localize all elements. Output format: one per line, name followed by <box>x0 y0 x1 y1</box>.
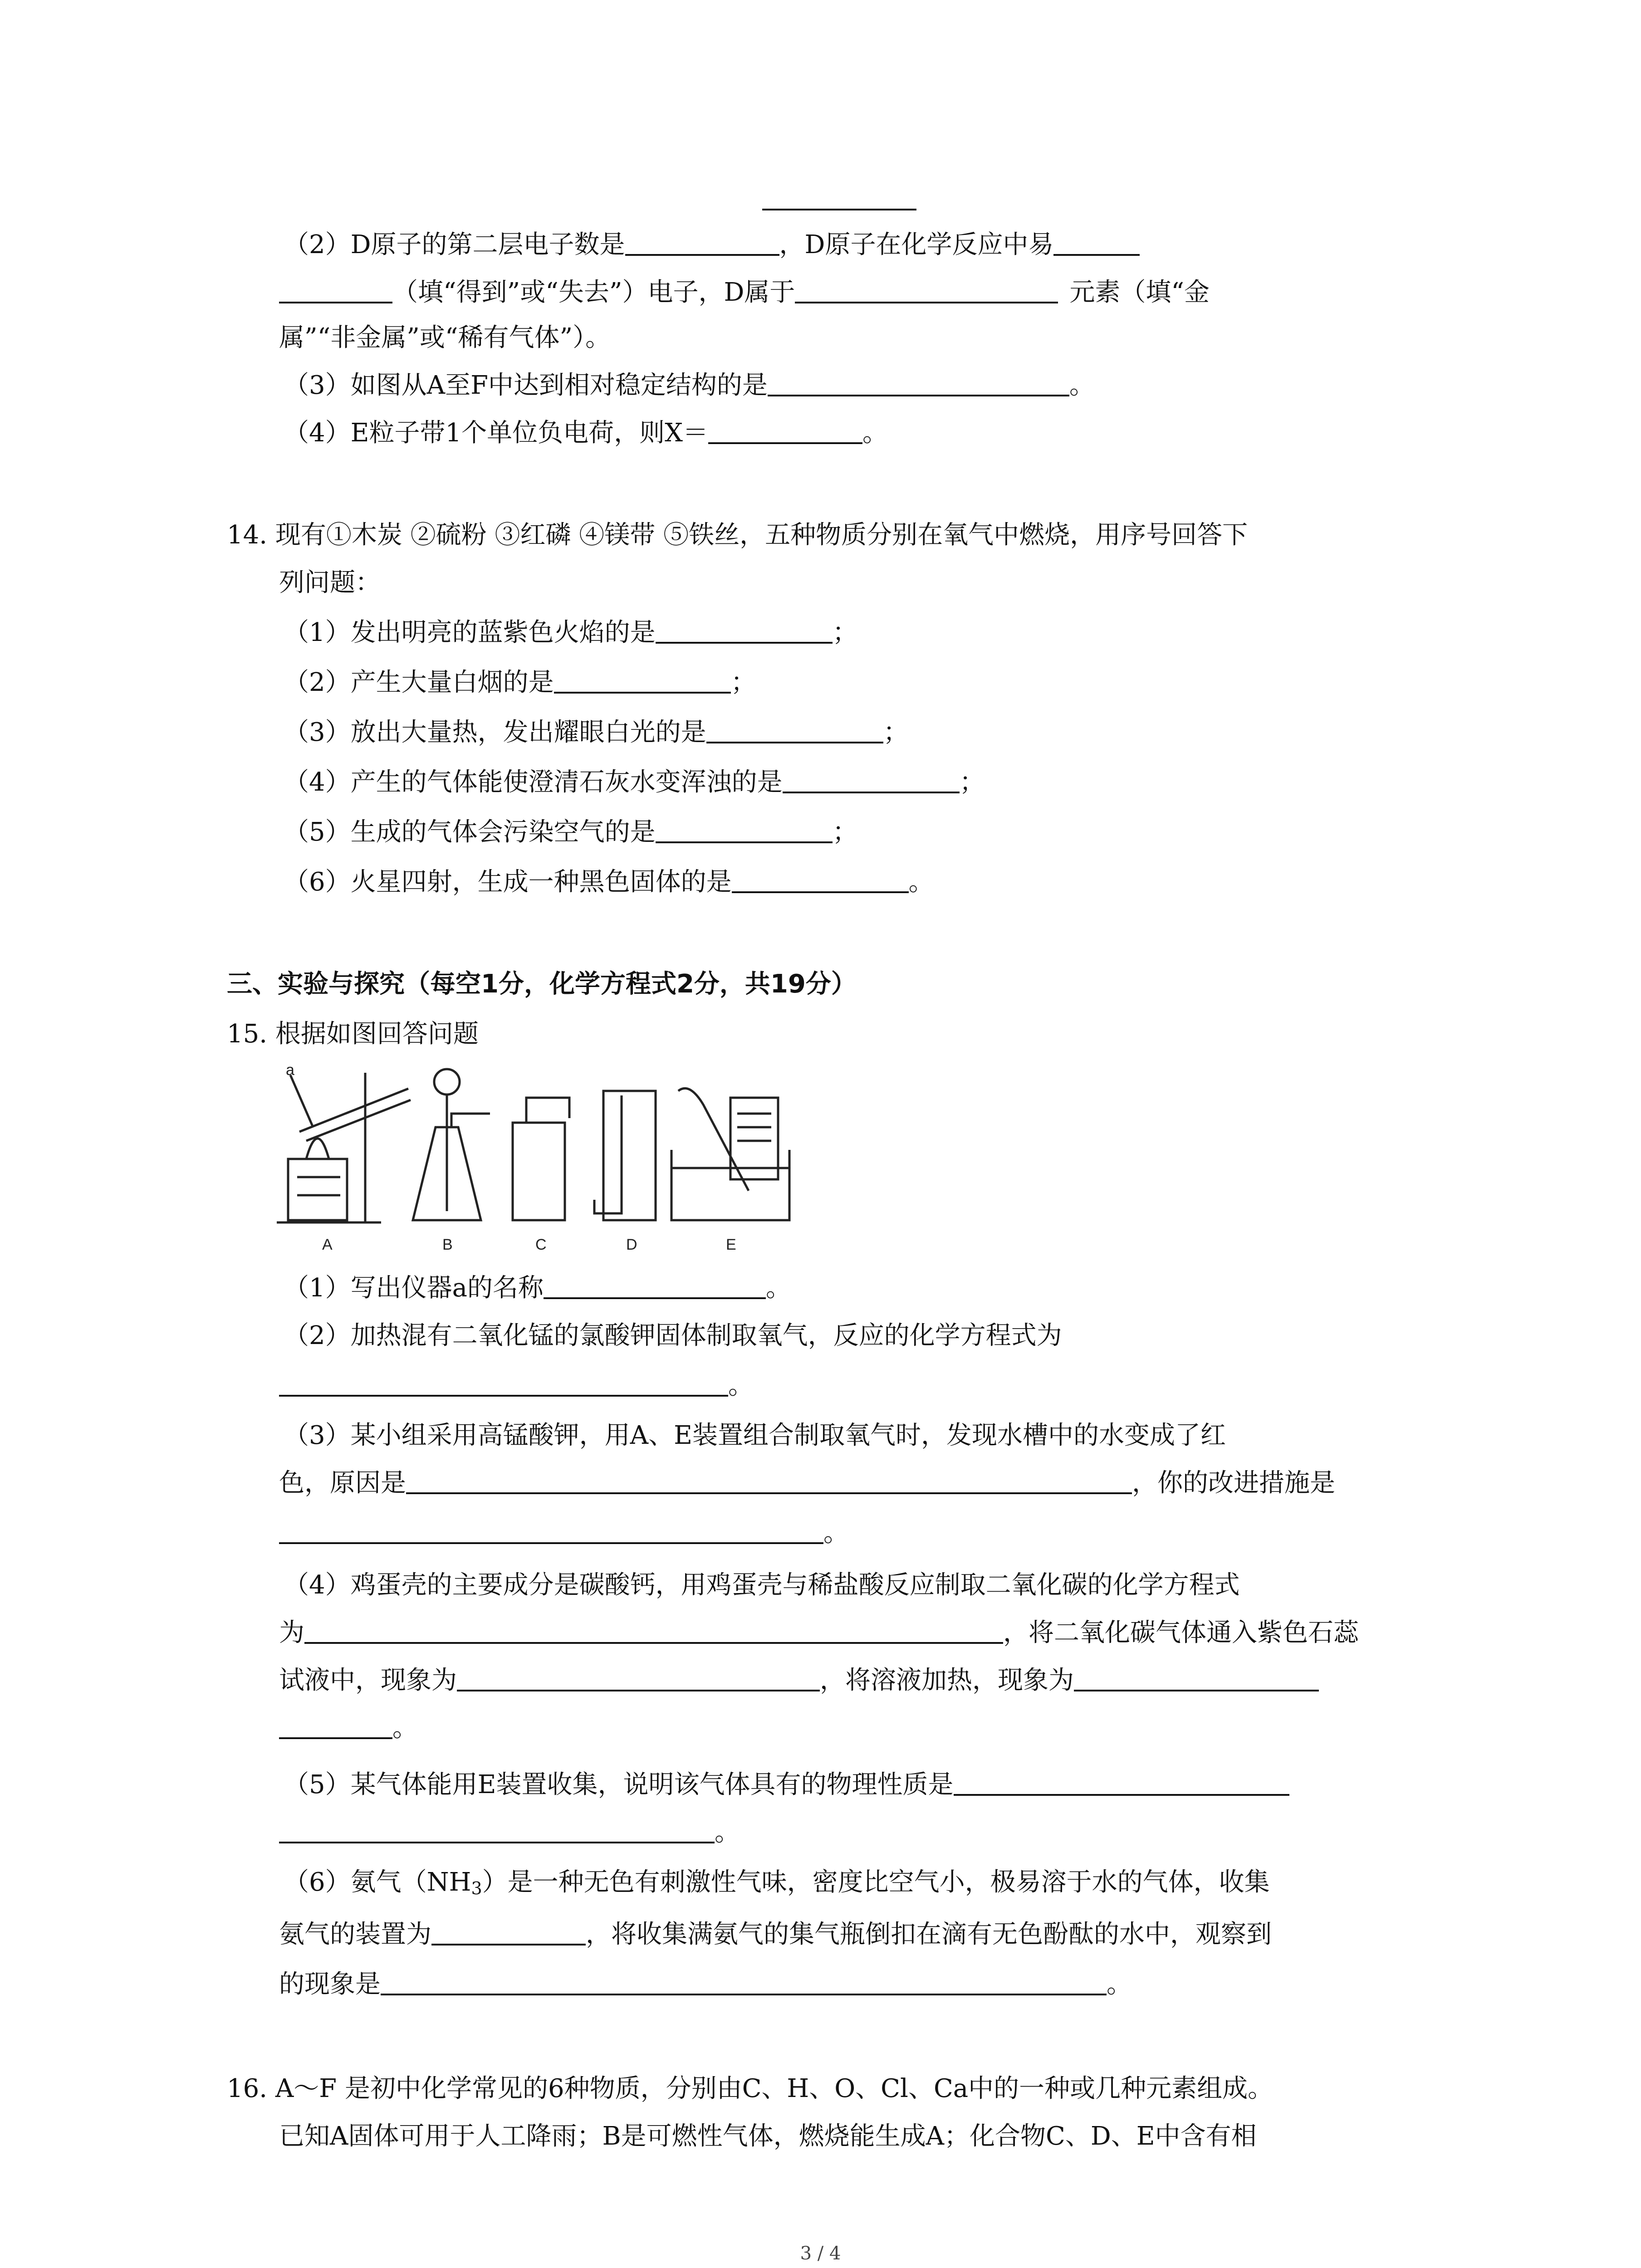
punct: 。 <box>392 1713 418 1743</box>
punct: 。 <box>1107 1970 1132 1999</box>
q14-item-3 <box>284 714 909 751</box>
q14-item-1 <box>284 615 858 651</box>
answer-blank[interactable] <box>279 1814 715 1843</box>
q14-item-6 <box>284 864 934 900</box>
punct: ； <box>832 817 858 847</box>
q13-part4 <box>284 415 888 451</box>
q15-part1 <box>284 1270 791 1306</box>
q15-part4-line1: （4）鸡蛋壳的主要成分是碳酸钙，用鸡蛋壳与稀盐酸反应制取二氧化碳的化学方程式 <box>284 1570 1240 1600</box>
q14-item-text: （3）放出大量热，发出耀眼白光的是 <box>284 718 706 747</box>
section-heading: 三、实验与探究（每空1分，化学方程式2分，共19分） <box>227 969 857 999</box>
q15-p3-text-c: ，你的改进措施是 <box>1132 1468 1335 1498</box>
q15-part3-line1: （3）某小组采用高锰酸钾，用A、E装置组合制取氧气时，发现水槽中的水变成了红 <box>284 1421 1226 1450</box>
q14-item-5 <box>284 814 858 850</box>
test-tube <box>299 1089 408 1132</box>
answer-blank[interactable] <box>732 864 909 893</box>
q14-item-text: （5）生成的气体会污染空气的是 <box>284 817 656 847</box>
q15-part6-line1 <box>284 1864 1270 1906</box>
answer-blank[interactable] <box>954 1767 1289 1796</box>
q14-item-text: （4）产生的气体能使澄清石灰水变浑浊的是 <box>284 767 783 797</box>
punct: 。 <box>728 1371 754 1400</box>
q15-part4-line2 <box>279 1615 1359 1651</box>
q15-p5-text: （5）某气体能用E装置收集，说明该气体具有的物理性质是 <box>284 1770 954 1799</box>
figure-label-C: C <box>535 1236 547 1253</box>
q14-item-2 <box>284 665 756 701</box>
q15-p6-text-c: 氨气的装置为 <box>279 1920 431 1949</box>
answer-blank[interactable] <box>279 1710 392 1739</box>
q13-part2-line1 <box>284 227 1140 263</box>
answer-blank[interactable] <box>431 1916 586 1945</box>
delivery-tube-c <box>526 1098 569 1123</box>
q14-item-text: （2）产生大量白烟的是 <box>284 668 554 697</box>
q15-part3-line2 <box>279 1465 1335 1501</box>
subscript-3: 3 <box>471 1878 482 1898</box>
answer-blank[interactable] <box>1074 1662 1319 1691</box>
q14-stem-line2: 列问题： <box>279 568 381 597</box>
q15-p6-text-d: ，将收集满氨气的集气瓶倒扣在滴有无色酚酞的水中，观察到 <box>586 1920 1272 1949</box>
funnel-bulb <box>434 1069 460 1095</box>
q13-p2-text-a: D原子的第二层电子数是 <box>350 230 625 259</box>
q15-p1-text: （1）写出仪器a的名称 <box>284 1273 544 1303</box>
figure-label-D: D <box>626 1236 637 1253</box>
punct: ； <box>883 718 909 747</box>
punct: ； <box>959 767 985 797</box>
answer-blank[interactable] <box>656 615 833 644</box>
q13-p2-text-c: （填“得到”或“失去”）电子，D属于 <box>392 278 795 307</box>
q16-line1: 16. A～F 是初中化学常见的6种物质，分别由C、H、O、Cl、Ca中的一种或几种元素组成。 <box>227 2074 1274 2103</box>
q15-part4-line3 <box>279 1662 1319 1699</box>
punct: ； <box>832 618 858 647</box>
apparatus-diagram <box>272 1064 794 1281</box>
answer-blank[interactable] <box>706 714 883 743</box>
answer-blank[interactable] <box>304 1615 1003 1644</box>
punct: 。 <box>766 1273 792 1303</box>
punct: 。 <box>823 1518 849 1548</box>
punct: 。 <box>715 1818 740 1847</box>
q15-p6-text-a: （6）氨气（NH <box>284 1867 471 1897</box>
q15-part6-line2 <box>279 1916 1272 1953</box>
q15-part4-line4 <box>279 1710 418 1746</box>
punct: 。 <box>862 418 888 448</box>
q15-part5-line2 <box>279 1814 740 1851</box>
q16-line2: 已知A固体可用于人工降雨；B是可燃性气体，燃烧能生成A；化合物C、D、E中含有相 <box>279 2121 1257 2151</box>
answer-blank[interactable] <box>406 1465 1132 1494</box>
lamp-block <box>288 1159 347 1220</box>
q14-item-text: （1）发出明亮的蓝紫色火焰的是 <box>284 618 656 647</box>
answer-blank[interactable] <box>544 1270 766 1299</box>
q15-part5-line1 <box>284 1767 1289 1803</box>
q15-p3-text-b: 色，原因是 <box>279 1468 406 1498</box>
delivery-tube-e <box>678 1088 749 1191</box>
answer-blank[interactable] <box>381 1966 1107 1995</box>
q15-p6-text-b: ）是一种无色有刺激性气味，密度比空气小，极易溶于水的气体，收集 <box>482 1867 1270 1897</box>
answer-blank[interactable] <box>1053 227 1140 256</box>
q15-part2: （2）加热混有二氧化锰的氯酸钾固体制取氧气，反应的化学方程式为 <box>284 1321 1062 1350</box>
answer-blank[interactable] <box>783 764 960 793</box>
answer-blank[interactable] <box>554 665 731 694</box>
gas-bottle-c <box>513 1123 565 1220</box>
q14-stem-line1: 14. 现有①木炭 ②硫粉 ③红磷 ④镁带 ⑤铁丝，五种物质分别在氧气中燃烧，用序号回答下 <box>227 520 1248 550</box>
figure-label-A: A <box>322 1236 333 1253</box>
label-a: a <box>286 1064 294 1079</box>
punct: 。 <box>1069 371 1095 400</box>
q13-part3 <box>284 367 1095 404</box>
q15-p6-text-e: 的现象是 <box>279 1970 381 1999</box>
q15-p4-text-c: ，将二氧化碳气体通入紫色石蕊 <box>1003 1618 1359 1647</box>
q13-part2-line2 <box>279 274 1210 311</box>
answer-blank[interactable] <box>279 1368 728 1397</box>
answer-blank[interactable] <box>708 415 862 444</box>
answer-blank[interactable] <box>457 1662 820 1691</box>
gas-bottle-d <box>603 1091 656 1220</box>
q15-p4-text-d: 试液中，现象为 <box>279 1666 457 1695</box>
q15-part2-answer <box>279 1368 754 1404</box>
answer-blank[interactable] <box>279 274 392 303</box>
figure-label-E: E <box>726 1236 736 1253</box>
q15-p4-text-e: ，将溶液加热，现象为 <box>820 1666 1074 1695</box>
test-tube-wall <box>306 1100 411 1141</box>
answer-blank[interactable] <box>795 274 1058 303</box>
figure-label-B: B <box>442 1236 453 1253</box>
pointer-a <box>290 1075 313 1127</box>
q15-part3-line3 <box>279 1515 849 1551</box>
q13-p2-text-e: 属”“非金属”或“稀有气体”）。 <box>279 323 611 352</box>
q14-item-4 <box>284 764 985 801</box>
answer-blank[interactable] <box>625 227 779 256</box>
q13-p2-text-d: 元素（填“金 <box>1069 278 1210 307</box>
answer-blank[interactable] <box>656 814 833 843</box>
q15-p4-text-b: 为 <box>279 1618 304 1647</box>
delivery-tube-d <box>594 1095 622 1213</box>
q13-p2-label: （2） <box>284 230 351 259</box>
flame <box>306 1139 329 1159</box>
page-number: 3 / 4 <box>800 2243 841 2264</box>
q15-stem: 15. 根据如图回答问题 <box>227 1019 479 1049</box>
answer-blank-top[interactable] <box>762 181 916 218</box>
q15-part6-line3 <box>279 1966 1132 2003</box>
punct: ； <box>730 668 756 697</box>
answer-blank[interactable] <box>279 1515 823 1544</box>
q13-p2-text-b: ，D原子在化学反应中易 <box>779 230 1054 259</box>
delivery-tube-b <box>451 1114 490 1127</box>
punct: 。 <box>908 867 934 897</box>
answer-blank[interactable] <box>768 367 1069 396</box>
q13-part2-line3 <box>279 320 611 356</box>
q13-p4-text: （4）E粒子带1个单位负电荷，则X＝ <box>284 418 709 448</box>
lab-apparatus-figure <box>272 1064 794 1281</box>
q13-p3-text: （3）如图从A至F中达到相对稳定结构的是 <box>284 371 768 400</box>
q14-item-text: （6）火星四射，生成一种黑色固体的是 <box>284 867 732 897</box>
